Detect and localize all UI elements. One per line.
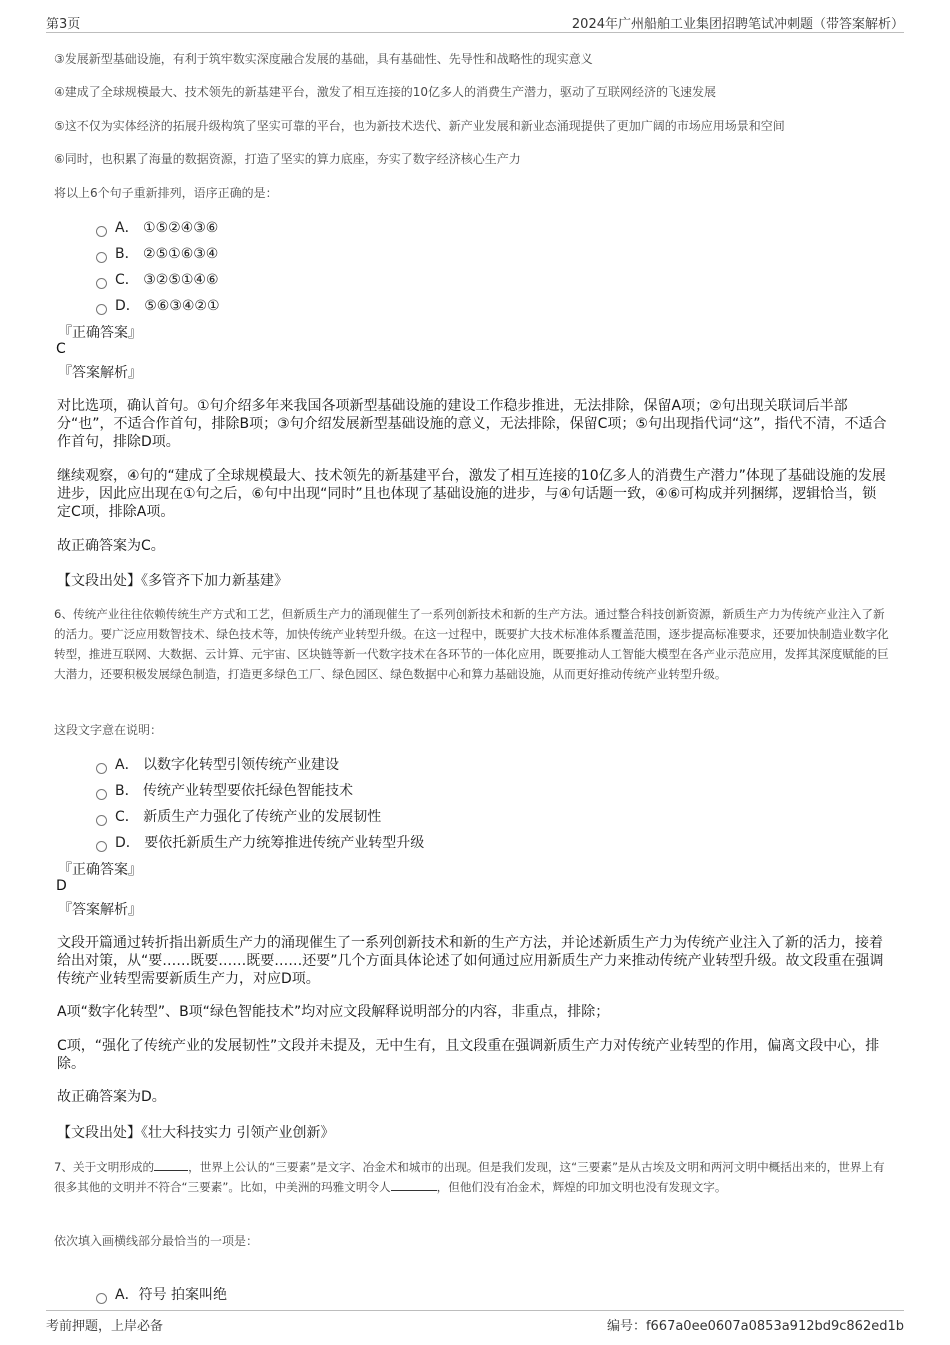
q6-option-a[interactable]: A． 以数字化转型引领传统产业建设	[96, 754, 339, 774]
q5-answer: C	[56, 341, 66, 357]
blank-1	[154, 1158, 188, 1171]
q7-stem: 7、关于文明形成的 ，世界上公认的“三要素”是文字、冶金术和城市的出现。但是我们发现，这“三要素”是从古埃及文明和两河文明中概括出来的，世界上有很多其他的文明并不符合“三要素”。比如，中美洲的玛雅文明令人 ，但他们没有冶金术，辉煌的印加文明也没有发现文字。	[54, 1160, 885, 1194]
radio-icon[interactable]	[96, 815, 107, 826]
page-footer	[46, 1310, 904, 1335]
q5-source: 【文段出处】《多管齐下加力新基建》	[57, 573, 288, 589]
q5-prompt: 将以上6个句子重新排列，语序正确的是：	[54, 186, 278, 200]
q6-option-b[interactable]: B． 传统产业转型要依托绿色智能技术	[96, 780, 353, 800]
document-title: 2024年广州船舶工业集团招聘笔试冲刺题（带答案解析）	[571, 17, 904, 32]
q5-statement-5: ⑤这不仅为实体经济的拓展升级构筑了坚实可靠的平台，也为新技术迭代、新产业发展和新业态涌现提供了更加广阔的市场应用场景和空间	[54, 119, 785, 133]
q6-analysis-label: 『答案解析』	[58, 902, 142, 918]
page-number: 第3页	[46, 17, 81, 32]
q5-option-d[interactable]: D． ⑤⑥③④②①	[96, 295, 220, 315]
footer-slogan: 考前押题，上岸必备	[46, 1319, 164, 1334]
q6-analysis-paragraph: C项，“强化了传统产业的发展韧性”文段并未提及，无中生有，且文段重在强调新质生产力对传统产业转型的作用，偏离文段中心，排除。	[57, 1038, 880, 1072]
radio-icon[interactable]	[96, 1293, 107, 1304]
q5-analysis-paragraph: 对比选项，确认首句。①句介绍多年来我国各项新型基础设施的建设工作稳步推进，无法排除，保留A项；②句出现关联词后半部分“也”，不适合作首句，排除B项；③句介绍发展新型基础设施的意义，无法排除，保留C项；⑤句出现指代词“这”，指代不清，不适合作首句，排除D项。	[57, 398, 887, 450]
q5-option-c[interactable]: C． ③②⑤①④⑥	[96, 269, 219, 289]
q5-option-b[interactable]: B． ②⑤①⑥③④	[96, 243, 218, 263]
radio-icon[interactable]	[96, 841, 107, 852]
q5-statement-3: ③发展新型基础设施，有利于筑牢数实深度融合发展的基础，具有基础性、先导性和战略性的现实意义	[54, 52, 593, 66]
q5-analysis-paragraph: 继续观察，④句的“建成了全球规模最大、技术领先的新基建平台，激发了相互连接的10亿多人的消费生产潜力”体现了基础设施的发展进步，因此应出现在①句之后，⑥句中出现“同时”且也体现了基础设施的进步，与④句话题一致，④⑥可构成并列捆绑，逻辑恰当，锁定C项，排除A项。	[57, 468, 886, 520]
q5-statement-4: ④建成了全球规模最大、技术领先的新基建平台，激发了相互连接的10亿多人的消费生产潜力，驱动了互联网经济的飞速发展	[54, 85, 717, 99]
q6-answer: D	[56, 878, 67, 894]
radio-icon[interactable]	[96, 226, 107, 237]
page-header	[46, 10, 904, 33]
document-id: 编号：f667a0ee0607a0853a912bd9c862ed1b	[606, 1319, 904, 1334]
q7-option-a[interactable]: A．符号 拍案叫绝	[96, 1284, 227, 1304]
blank-2	[391, 1178, 437, 1191]
q6-option-c[interactable]: C． 新质生产力强化了传统产业的发展韧性	[96, 806, 381, 826]
q6-prompt: 这段文字意在说明：	[54, 723, 163, 737]
q7-prompt: 依次填入画横线部分最恰当的一项是：	[54, 1234, 259, 1248]
q6-option-d[interactable]: D． 要依托新质生产力统筹推进传统产业转型升级	[96, 832, 424, 852]
radio-icon[interactable]	[96, 304, 107, 315]
q5-answer-label: 『正确答案』	[58, 325, 142, 341]
radio-icon[interactable]	[96, 789, 107, 800]
q6-analysis-conclusion: 故正确答案为D。	[57, 1089, 166, 1105]
q5-statement-6: ⑥同时，也积累了海量的数据资源，打造了坚实的算力底座，夯实了数字经济核心生产力	[54, 152, 521, 166]
q5-analysis-conclusion: 故正确答案为C。	[57, 538, 165, 554]
q6-analysis-paragraph: 文段开篇通过转折指出新质生产力的涌现催生了一系列创新技术和新的生产方法，并论述新质生产力为传统产业注入了新的活力，接着给出对策，从“要……既要……既要……还要”几个方面具体论述了如何通过应用新质生产力来推动传统产业转型升级。故文段重在强调传统产业转型需要新质生产力，对应D项。	[57, 935, 884, 987]
q5-analysis-label: 『答案解析』	[58, 365, 142, 381]
radio-icon[interactable]	[96, 252, 107, 263]
q6-stem: 6、传统产业往往依赖传统生产方式和工艺，但新质生产力的涌现催生了一系列创新技术和新的生产方法。通过整合科技创新资源，新质生产力为传统产业注入了新的活力。要广泛应用数智技术、绿色技术等，加快传统产业转型升级。在这一过程中，既要扩大技术标准体系覆盖范围，逐步提高标准要求，还要加快制造业数字化转型，推进互联网、大数据、云计算、元宇宙、区块链等新一代数字技术在各环节的一体化应用，既要推动人工智能大模型在各产业示范应用，发挥其深度赋能的巨大潜力，还要积极发展绿色制造，打造更多绿色工厂、绿色园区、绿色数据中心和算力基础设施，从而更好推动传统产业转型升级。	[54, 607, 889, 681]
q6-analysis-paragraph: A项“数字化转型”、B项“绿色智能技术”均对应文段解释说明部分的内容，非重点，排除；	[57, 1004, 610, 1020]
q6-source: 【文段出处】《壮大科技实力 引领产业创新》	[57, 1125, 335, 1141]
q6-answer-label: 『正确答案』	[58, 862, 142, 878]
radio-icon[interactable]	[96, 278, 107, 289]
q5-option-a[interactable]: A． ①⑤②④③⑥	[96, 217, 218, 237]
radio-icon[interactable]	[96, 763, 107, 774]
